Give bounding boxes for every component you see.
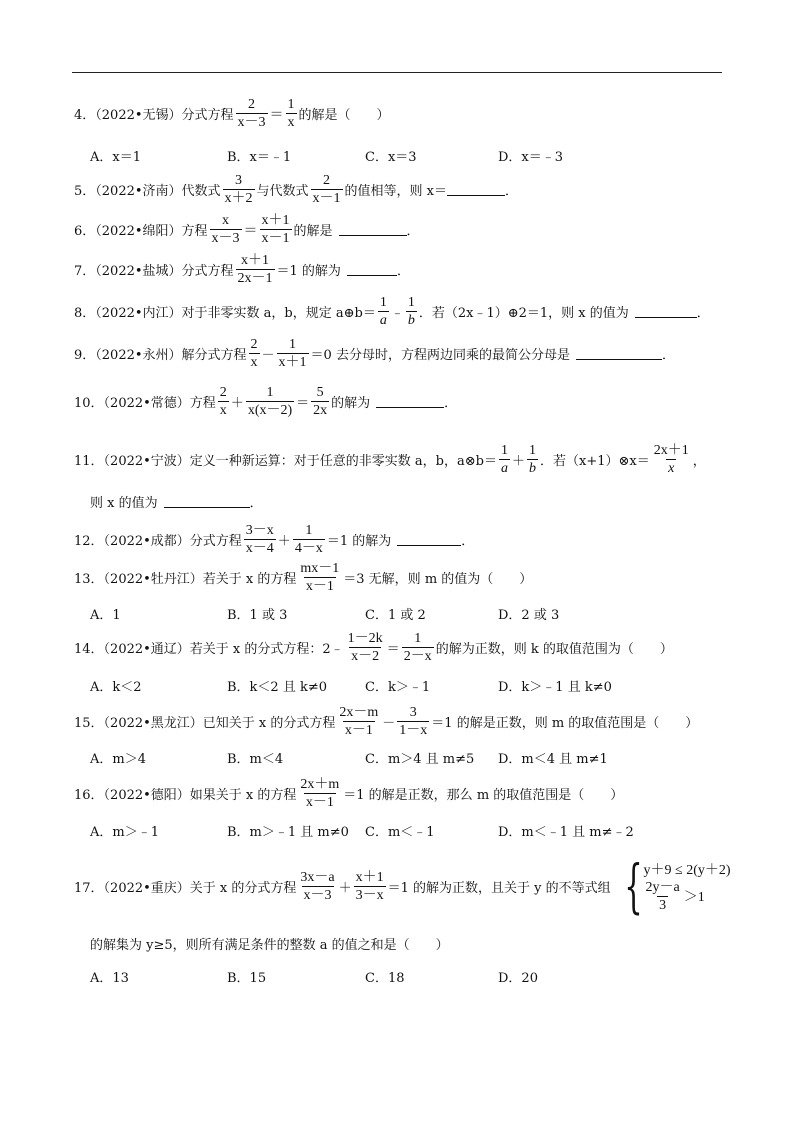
option-a[interactable]: A．13 [90, 971, 129, 986]
fraction: $\frac{2}{x}$ [250, 337, 258, 370]
option-d[interactable]: D．m＜4 且 m≠1 [498, 752, 608, 767]
fraction: $\frac{2}{x}$ [219, 385, 227, 418]
question-16: 16．（2022•德阳）如果关于 x 的方程 $\frac{2x+m}{x-1}$ ＝1 的解是正数，那么 m 的取值范围是（ ） [74, 777, 624, 810]
question-9: 9．（2022•永州）解分式方程 $\frac{2}{x}$ － $\frac{1}{x+1}$ ＝0 去分母时，方程两边同乘的最简公分母是 ． [74, 337, 675, 370]
question-4: 4．（2022•无锡）分式方程 $\frac{2}{x-3}$ ＝ $\frac{1}{x}$ 的解是（ ） [74, 97, 390, 130]
option-b[interactable]: B．1 或 3 [227, 608, 288, 623]
fraction: $\frac{2}{x-1}$ [312, 173, 341, 206]
question-14: 14．（2022•通辽）若关于 x 的分式方程：2﹣ $\frac{1-2k}{x-2}$ ＝ $\frac{1}{2-x}$ 的解为正数，则 k 的取值范围为（ ） [74, 631, 673, 664]
fraction: $\frac{1}{b}$ [407, 295, 415, 328]
option-d[interactable]: D．20 [498, 971, 538, 986]
option-a[interactable]: A．k＜2 [90, 680, 142, 695]
answer-blank[interactable] [376, 395, 444, 408]
answer-blank[interactable] [397, 533, 461, 546]
question-13: 13．（2022•牡丹江）若关于 x 的方程 $\frac{mx-1}{x-1}$ ＝3 无解，则 m 的值为（ ） [74, 561, 533, 594]
fraction: $\frac{1}{x(x-2)}$ [247, 385, 293, 418]
fraction: $\frac{5}{2x}$ [313, 385, 328, 418]
fraction: $\frac{x+1}{3-x}$ [355, 869, 384, 903]
fraction: $\frac{2x+1}{x}$ [653, 443, 689, 476]
question-text: 的解是（ ） [298, 108, 390, 123]
header-rule [72, 72, 722, 73]
inequality-1: y＋9 ≤ 2(y＋2) [643, 862, 731, 878]
question-5: 5．（2022•济南）代数式 $\frac{3}{x+2}$ 与代数式 $\frac{2}{x-1}$ 的值相等，则 x＝ ． [74, 173, 519, 206]
question-17-line2: 的解集为 y≥5，则所有满足条件的整数 a 的值之和是（ ） [90, 938, 449, 953]
question-15: 15．（2022•黑龙江）已知关于 x 的分式方程 $\frac{2x-m}{x-1}$ － $\frac{3}{1-x}$ ＝1 的解是正数，则 m 的取值范围是（ ） [74, 705, 699, 738]
fraction: $\frac{2x-m}{x-1}$ [339, 705, 379, 738]
fraction: $\frac{1}{x+1}$ [278, 337, 307, 370]
fraction: $\frac{1}{a}$ [379, 295, 387, 328]
answer-blank[interactable] [164, 495, 250, 508]
fraction: $\frac{1}{2-x}$ [403, 631, 432, 664]
answer-blank[interactable] [635, 305, 697, 318]
option-b[interactable]: B．15 [227, 971, 267, 986]
fraction: $\frac{3}{1-x}$ [399, 705, 428, 738]
option-c[interactable]: C．m＜﹣1 [365, 825, 435, 840]
answer-blank[interactable] [339, 223, 407, 236]
fraction: $\frac{2y-a}{3}$ [645, 879, 680, 913]
inequality-2: $\frac{2y-a}{3}$ ＞1 [645, 879, 705, 913]
fraction: $\frac{1}{4-x}$ [294, 523, 323, 556]
question-text: 4．（2022•无锡）分式方程 [74, 108, 234, 123]
option-b[interactable]: B．k＜2 且 k≠0 [227, 680, 328, 695]
question-7: 7．（2022•盐城）分式方程 $\frac{x+1}{2x-1}$ ＝1 的解为 ． [74, 253, 410, 286]
option-a[interactable]: A．m＞4 [90, 752, 146, 767]
answer-blank[interactable] [447, 183, 505, 196]
option-d[interactable]: D．2 或 3 [498, 608, 560, 623]
inequality-system [615, 852, 731, 920]
answer-blank[interactable] [576, 347, 662, 360]
option-a[interactable]: A．x＝1 [90, 150, 141, 165]
fraction: $\frac{x}{x-3}$ [211, 213, 240, 246]
question-12: 12．（2022•成都）分式方程 $\frac{3-x}{x-4}$ ＋ $\frac{1}{4-x}$ ＝1 的解为 ． [74, 523, 475, 556]
question-6: 6．（2022•绵阳）方程 $\frac{x}{x-3}$ ＝ $\frac{x+1}{x-1}$ 的解是 ． [74, 213, 420, 246]
fraction: $\frac{3-x}{x-4}$ [245, 523, 274, 556]
question-11: 11．（2022•宁波）定义一种新运算：对于任意的非零实数 a，b，a⊗b＝ $\frac{1}{a}$ ＋ $\frac{1}{b}$ ．若（x+1）⊗x＝ $\frac{2x+1}{x}$ ， [74, 443, 706, 476]
fraction: $\frac{1}{b}$ [528, 443, 536, 476]
fraction: $\frac{1}{x}$ [287, 97, 295, 130]
option-b[interactable]: B．m＞﹣1 且 m≠0 [227, 825, 349, 840]
fraction: $\frac{3}{x+2}$ [224, 173, 253, 206]
option-b[interactable]: B．x＝﹣1 [227, 150, 292, 165]
option-d[interactable]: D．k＞﹣1 且 k≠0 [498, 680, 612, 695]
fraction: $\frac{x+1}{2x-1}$ [237, 253, 273, 286]
option-c[interactable]: C．x＝3 [365, 150, 417, 165]
question-10: 10．（2022•常德）方程 $\frac{2}{x}$ ＋ $\frac{1}{x(x-2)}$ ＝ $\frac{5}{2x}$ 的解为 ． [74, 385, 458, 418]
option-c[interactable]: C．k＞﹣1 [365, 680, 431, 695]
option-c[interactable]: C．1 或 2 [365, 608, 426, 623]
option-d[interactable]: D．x＝﹣3 [498, 150, 564, 165]
answer-blank[interactable] [347, 263, 397, 276]
option-a[interactable]: A．1 [90, 608, 121, 623]
option-c[interactable]: C．18 [365, 971, 405, 986]
fraction: $\frac{x+1}{x-1}$ [261, 213, 290, 246]
option-a[interactable]: A．m＞﹣1 [90, 825, 159, 840]
option-b[interactable]: B．m＜4 [227, 752, 284, 767]
fraction: $\frac{1-2k}{x-2}$ [347, 631, 383, 664]
fraction: $\frac{2x+m}{x-1}$ [300, 777, 340, 810]
option-d[interactable]: D．m＜﹣1 且 m≠﹣2 [498, 825, 634, 840]
fraction: $\frac{3x-a}{x-3}$ [300, 869, 335, 903]
fraction: $\frac{mx-1}{x-1}$ [300, 561, 340, 594]
fraction: $\frac{2}{x-3}$ [237, 97, 266, 130]
fraction: $\frac{1}{a}$ [500, 443, 508, 476]
question-17: 17．（2022•重庆）关于 x 的分式方程 $\frac{3x-a}{x-3}$ ＋ $\frac{x+1}{3-x}$ ＝1 的解为正数，且关于 y 的不等式组 { y＋9 ≤ 2(y＋2) $\frac{2y-a}{3}$ ＞1 [74, 852, 731, 920]
question-8: 8．（2022•内江）对于非零实数 a，b，规定 a⊕b＝ $\frac{1}{a}$ ﹣ $\frac{1}{b}$ ．若（2x﹣1）⊕2＝1，则 x 的值为 ． [74, 295, 710, 328]
question-11-line2: 则 x 的值为 ． [90, 496, 263, 511]
option-c[interactable]: C．m＞4 且 m≠5 [365, 752, 475, 767]
brace-icon: { [623, 852, 643, 920]
